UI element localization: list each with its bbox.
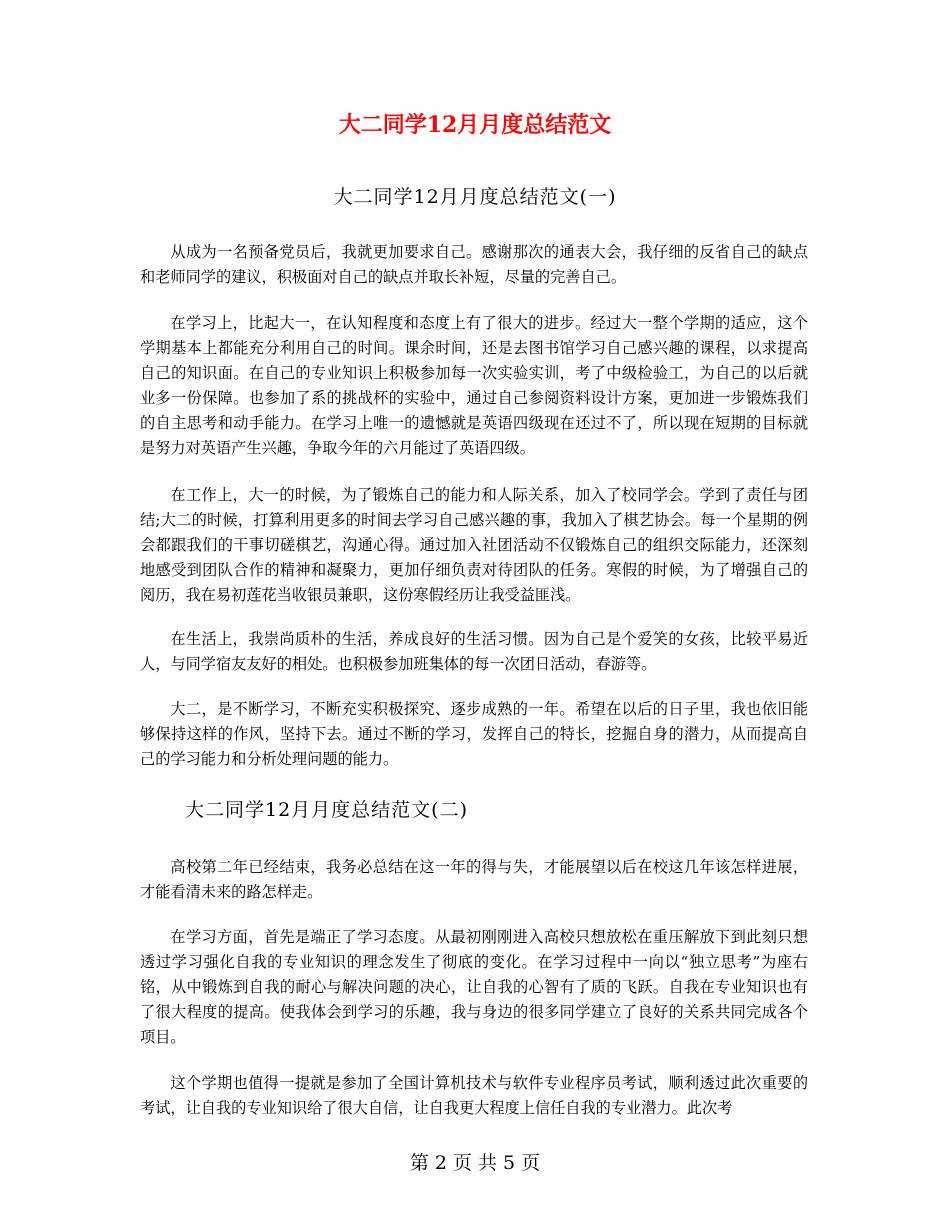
section-heading-2: 大二同学12月月度总结范文(二) [185, 799, 469, 821]
paragraph: 在学习上，比起大一，在认知程度和态度上有了很大的进步。经过大一整个学期的适应，这个学期基本上都能充分利用自己的时间。课余时间，还是去图书馆学习自己感兴趣的课程，以求提高自己的知识面。在自己的专业知识上积极参加每一次实验实训，考了中级检验工，为自己的以后就业多一份保障。也参加了系的挑战杯的实验中，通过自己参阅资料设计方案，更加进一步锻炼我们的自主思考和动手能力。在学习上唯一的遗憾就是英语四级现在还过不了，所以现在短期的目标就是努力对英语产生兴趣，争取今年的六月能过了英语四级。 [140, 314, 808, 457]
paragraph: 在生活上，我崇尚质朴的生活，养成良好的生活习惯。因为自己是个爱笑的女孩，比较平易近人，与同学宿友友好的相处。也积极参加班集体的每一次团日活动，春游等。 [140, 630, 808, 673]
paragraph: 大二，是不断学习，不断充实积极探究、逐步成熟的一年。希望在以后的日子里，我也依旧能够保持这样的作风，坚持下去。通过不断的学习，发挥自己的特长，挖掘自身的潜力，从而提高自己的学习能力和分析处理问题的能力。 [140, 700, 808, 768]
paragraph: 从成为一名预备党员后，我就更加要求自己。感谢那次的通表大会，我仔细的反省自己的缺点和老师同学的建议，积极面对自己的缺点并取长补短，尽量的完善自己。 [140, 243, 808, 286]
paragraph: 在学习方面，首先是端正了学习态度。从最初刚刚进入高校只想放松在重压解放下到此刻只想透过学习强化自我的专业知识的理念发生了彻底的变化。在学习过程中一向以“独立思考”为座右铭，从中锻炼到自我的耐心与解决问题的决心，让自我的心智有了质的飞跃。自我在专业知识也有了很大程度的提高。使我体会到学习的乐趣，我与身边的很多同学建立了良好的关系共同完成各个项目。 [140, 928, 808, 1046]
paragraph: 这个学期也值得一提就是参加了全国计算机技术与软件专业程序员考试，顺利透过此次重要的考试，让自我的专业知识给了很大自信，让自我更大程度上信任自我的专业潜力。此次考 [140, 1074, 808, 1117]
document-title: 大二同学12月月度总结范文 [338, 112, 612, 138]
paragraph: 高校第二年已经结束，我务必总结在这一年的得与失，才能展望以后在校这几年该怎样进展，才能看清未来的路怎样走。 [140, 858, 808, 901]
page-footer: 第 2 页 共 5 页 [409, 1152, 541, 1174]
section-heading-1: 大二同学12月月度总结范文(一) [333, 186, 617, 208]
paragraph: 在工作上，大一的时候，为了锻炼自己的能力和人际关系，加入了校同学会。学到了责任与团结;大二的时候，打算利用更多的时间去学习自己感兴趣的事，我加入了棋艺协会。每一个星期的例会都跟我们的干事切磋棋艺，沟通心得。通过加入社团活动不仅锻炼自己的组织交际能力，还深刻地感受到团队合作的精神和凝聚力，更加仔细负责对待团队的任务。寒假的时候，为了增强自己的阅历，我在易初莲花当收银员兼职，这份寒假经历让我受益匪浅。 [140, 486, 808, 604]
